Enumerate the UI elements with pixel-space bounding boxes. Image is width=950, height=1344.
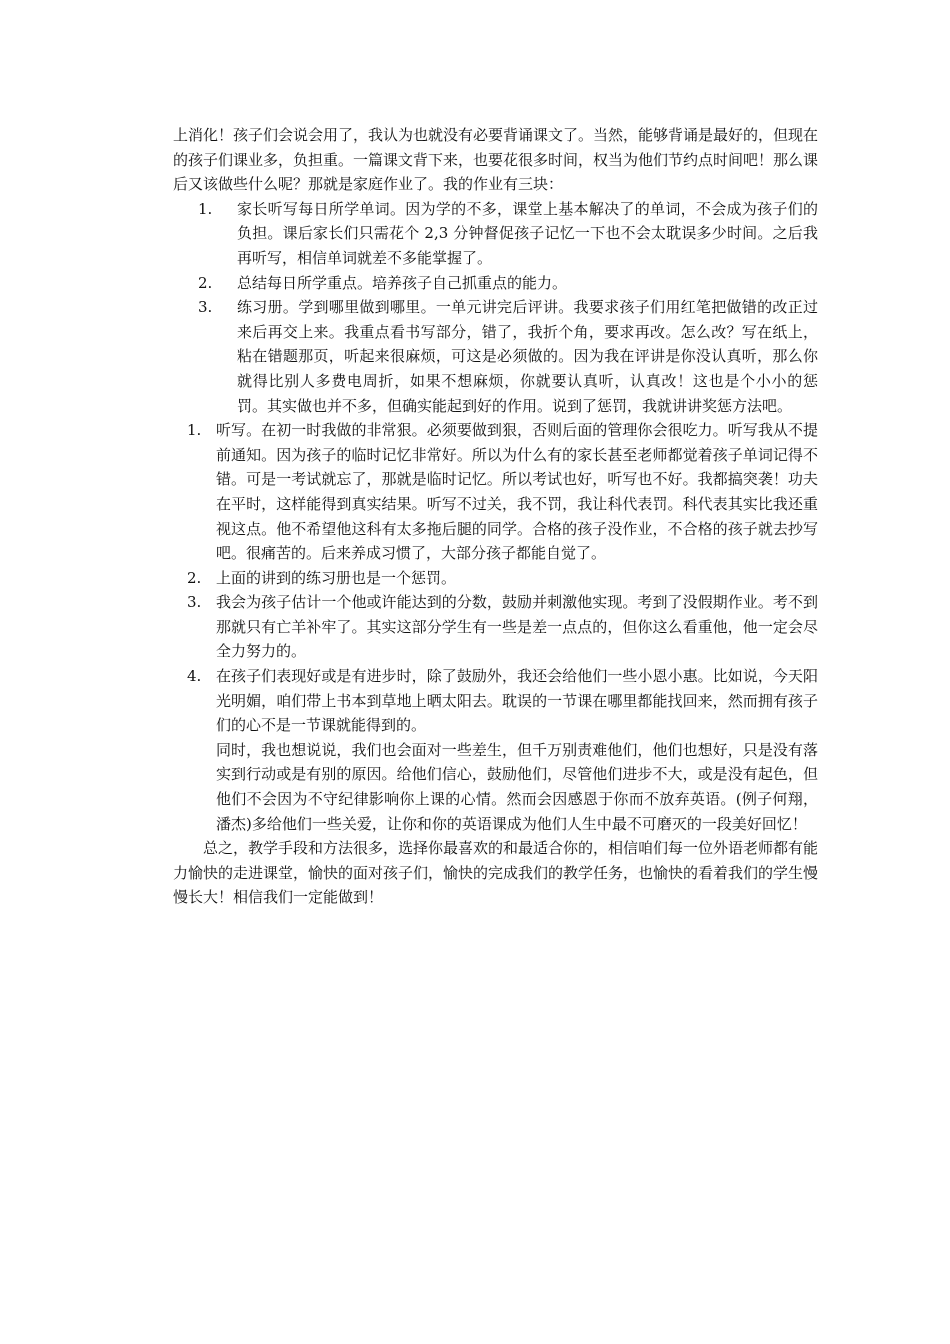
list-item-text: 我会为孩子估计一个他或许能达到的分数，鼓励并刺激他实现。考到了没假期作业。考不到那就只有亡羊补牢了。其实这部分学生有一些是差一点点的，但你这么看重他，他一定会尽全力努力的。 bbox=[216, 593, 818, 661]
reward-punishment-list bbox=[173, 418, 818, 738]
list-item bbox=[173, 418, 818, 566]
list-item-number: 2. bbox=[187, 568, 202, 587]
list-item-text: 上面的讲到的练习册也是一个惩罚。 bbox=[216, 568, 457, 587]
list-item-number: 1. bbox=[187, 421, 202, 440]
list-item bbox=[173, 295, 818, 418]
list-item-text: 在孩子们表现好或是有进步时，除了鼓励外，我还会给他们一些小恩小惠。比如说，今天阳光明媚，咱们带上书本到草地上晒太阳去。耽误的一节课在哪里都能找回来，然而拥有孩子们的心不是一节课就能得到的。 bbox=[216, 667, 818, 735]
closing-paragraph: 总之，教学手段和方法很多，选择你最喜欢的和最适合你的，相信咱们每一位外语老师都有能力愉快的走进课堂，愉快的面对孩子们，愉快的完成我们的教学任务，也愉快的看着我们的学生慢慢长大！相信我们一定能做到！ bbox=[173, 839, 819, 907]
document-body bbox=[173, 123, 818, 910]
list-item-number: 1. bbox=[198, 199, 213, 218]
homework-list bbox=[173, 197, 818, 418]
list-item-text: 听写。在初一时我做的非常狠。必须要做到狠，否则后面的管理你会很吃力。听写我从不提前通知。因为孩子的临时记忆非常好。所以为什么有的家长甚至老师都觉着孩子单词记得不错。可是一考试就忘了，那就是临时记忆。所以考试也好，听写也不好。我都搞突袭！功夫在平时，这样能得到真实结果。听写不过关，我不罚，我让科代表罚。科代表其实比我还重视这点。他不希望他这科有太多拖后腿的同学。合格的孩子没作业，不合格的孩子就去抄写吧。很痛苦的。后来养成习惯了，大部分孩子都能自觉了。 bbox=[216, 421, 818, 563]
list-item bbox=[173, 197, 818, 271]
list-item bbox=[173, 566, 818, 591]
list-item-number: 3. bbox=[187, 593, 202, 612]
list-item-number: 4. bbox=[187, 667, 202, 686]
list-item-number: 3. bbox=[198, 298, 213, 317]
list-item-text: 总结每日所学重点。培养孩子自己抓重点的能力。 bbox=[237, 273, 568, 292]
list-item bbox=[173, 590, 818, 664]
list-item bbox=[173, 664, 818, 738]
list-item-text: 练习册。学到哪里做到哪里。一单元讲完后评讲。我要求孩子们用红笔把做错的改正过来后再交上来。我重点看书写部分，错了，我折个角，要求再改。怎么改？写在纸上，粘在错题那页，听起来很麻烦，可这是必须做的。因为我在评讲是你没认真听，那么你就得比别人多费电周折，如果不想麻烦，你就要认真听，认真改！这也是个小小的惩罚。其实做也并不多，但确实能起到好的作用。说到了惩罚，我就讲讲奖惩方法吧。 bbox=[237, 298, 818, 415]
list-item-number: 2. bbox=[198, 273, 213, 292]
list-item-text: 家长听写每日所学单词。因为学的不多，课堂上基本解决了的单词，不会成为孩子们的负担。课后家长们只需花个 2,3 分钟督促孩子记忆一下也不会太耽误多少时间。之后我再听写，相信单词就差不多能掌握了。 bbox=[237, 199, 818, 267]
continuation-paragraph: 同时，我也想说说，我们也会面对一些差生，但千万别责难他们，他们也想好，只是没有落实到行动或是有别的原因。给他们信心，鼓励他们，尽管他们进步不大，或是没有起色，但他们不会因为不守纪律影响你上课的心情。然而会因感恩于你而不放弃英语。(例子何翔，潘杰)多给他们一些关爱，让你和你的英语课成为他们人生中最不可磨灭的一段美好回忆！ bbox=[216, 740, 818, 833]
intro-paragraph: 上消化！孩子们会说会用了，我认为也就没有必要背诵课文了。当然，能够背诵是最好的，但现在的孩子们课业多，负担重。一篇课文背下来，也要花很多时间，权当为他们节约点时间吧！那么课后又该做些什么呢？那就是家庭作业了。我的作业有三块： bbox=[173, 126, 819, 194]
list-item bbox=[173, 271, 818, 296]
